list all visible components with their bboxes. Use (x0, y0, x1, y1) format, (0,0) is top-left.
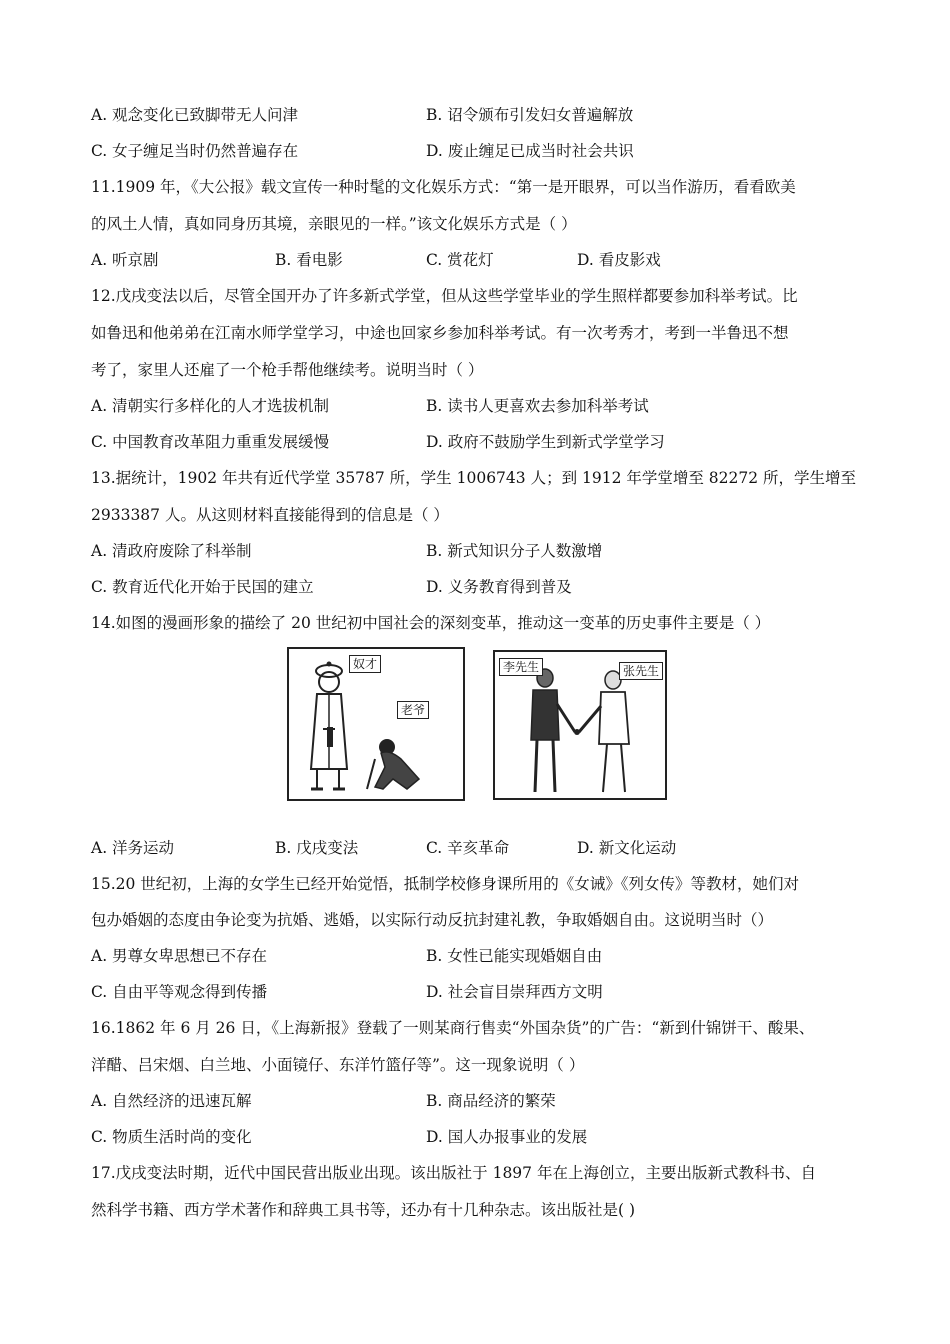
q13-stem-line1: 13.据统计，1902 年共有近代学堂 35787 所，学生 1006743 人；到 1912 年学堂增至 82272 所，学生增至 (91, 469, 857, 487)
q16-option-d[interactable]: D. 国人办报事业的发展 (426, 1128, 588, 1146)
q17-stem-line2: 然科学书籍、西方学术著作和辞典工具书等，还办有十几种杂志。该出版社是( ) (91, 1201, 636, 1219)
q13-option-a[interactable]: A. 清政府废除了科举制 (91, 542, 252, 560)
q16-option-b[interactable]: B. 商品经济的繁荣 (426, 1092, 556, 1110)
q14-option-c[interactable]: C. 辛亥革命 (426, 839, 510, 857)
q14-option-b[interactable]: B. 戊戌变法 (275, 839, 359, 857)
q13-option-b[interactable]: B. 新式知识分子人数激增 (426, 542, 603, 560)
q15-stem-line2: 包办婚姻的态度由争论变为抗婚、逃婚，以实际行动反抗封建礼教，争取婚姻自由。这说明当时（） (91, 911, 774, 929)
q10-option-a[interactable]: A. 观念变化已致脚带无人问津 (91, 106, 299, 124)
q15-option-a[interactable]: A. 男尊女卑思想已不存在 (91, 947, 268, 965)
q16-option-c[interactable]: C. 物质生活时尚的变化 (91, 1128, 252, 1146)
q13-stem-line2: 2933387 人。从这则材料直接能得到的信息是（ ） (91, 506, 449, 524)
q15-option-d[interactable]: D. 社会盲目崇拜西方文明 (426, 983, 603, 1001)
q16-option-a[interactable]: A. 自然经济的迅速瓦解 (91, 1092, 252, 1110)
q13-option-d[interactable]: D. 义务教育得到普及 (426, 578, 572, 596)
q15-stem-line1: 15.20 世纪初，上海的女学生已经开始觉悟，抵制学校修身课所用的《女诫》《列女传》等教材，她们对 (91, 875, 800, 893)
q16-stem-line2: 洋醋、吕宋烟、白兰地、小面镜仔、东洋竹篮仔等”。这一现象说明（ ） (91, 1056, 585, 1074)
cartoon-bubble-laoye: 老爷 (397, 701, 429, 719)
q11-stem-line2: 的风土人情，真如同身历其境，亲眼见的一样。”该文化娱乐方式是（ ） (91, 215, 577, 233)
q14-option-a[interactable]: A. 洋务运动 (91, 839, 175, 857)
q11-stem-line1: 11.1909 年，《大公报》载文宣传一种时髦的文化娱乐方式：“第一是开眼界，可以当作游历，看看欧美 (91, 178, 796, 196)
q13-option-c[interactable]: C. 教育近代化开始于民国的建立 (91, 578, 314, 596)
q12-stem-line1: 12.戊戌变法以后，尽管全国开办了许多新式学堂，但从这些学堂毕业的学生照样都要参加科举考试。比 (91, 287, 798, 305)
cartoon-left-panel (287, 647, 465, 801)
q10-option-c[interactable]: C. 女子缠足当时仍然普遍存在 (91, 142, 299, 160)
q12-stem-line2: 如鲁迅和他弟弟在江南水师学堂学习，中途也回家乡参加科举考试。有一次考秀才，考到一半鲁迅不想 (91, 324, 789, 342)
q12-option-b[interactable]: B. 读书人更喜欢去参加科举考试 (426, 397, 649, 415)
q11-option-c[interactable]: C. 赏花灯 (426, 251, 494, 269)
q11-option-b[interactable]: B. 看电影 (275, 251, 343, 269)
cartoon-bubble-li-xiansheng: 李先生 (499, 658, 543, 676)
q16-stem-line1: 16.1862 年 6 月 26 日，《上海新报》登载了一则某商行售卖“外国杂货”的广告：“新到什锦饼干、酸果、 (91, 1019, 815, 1037)
q14-stem-line1: 14.如图的漫画形象的描绘了 20 世纪初中国社会的深刻变革，推动这一变革的历史事件主要是（ ） (91, 614, 771, 632)
q11-option-d[interactable]: D. 看皮影戏 (577, 251, 661, 269)
q14-option-d[interactable]: D. 新文化运动 (577, 839, 677, 857)
q12-option-c[interactable]: C. 中国教育改革阻力重重发展缓慢 (91, 433, 330, 451)
q10-option-b[interactable]: B. 诏令颁布引发妇女普遍解放 (426, 106, 634, 124)
q12-option-a[interactable]: A. 清朝实行多样化的人才选拔机制 (91, 397, 330, 415)
cartoon-bubble-nucai: 奴才 (349, 655, 381, 673)
cartoon-bubble-zhang-xiansheng: 张先生 (619, 662, 663, 680)
q11-option-a[interactable]: A. 听京剧 (91, 251, 159, 269)
q15-option-b[interactable]: B. 女性已能实现婚姻自由 (426, 947, 603, 965)
q15-option-c[interactable]: C. 自由平等观念得到传播 (91, 983, 268, 1001)
cartoon-right-panel (493, 650, 667, 800)
q12-option-d[interactable]: D. 政府不鼓励学生到新式学堂学习 (426, 433, 665, 451)
q12-stem-line3: 考了，家里人还雇了一个枪手帮他继续考。说明当时（ ） (91, 361, 484, 379)
q10-option-d[interactable]: D. 废止缠足已成当时社会共识 (426, 142, 634, 160)
q17-stem-line1: 17.戊戌变法时期，近代中国民营出版业出现。该出版社于 1897 年在上海创立，主要出版新式教科书、自 (91, 1164, 816, 1182)
